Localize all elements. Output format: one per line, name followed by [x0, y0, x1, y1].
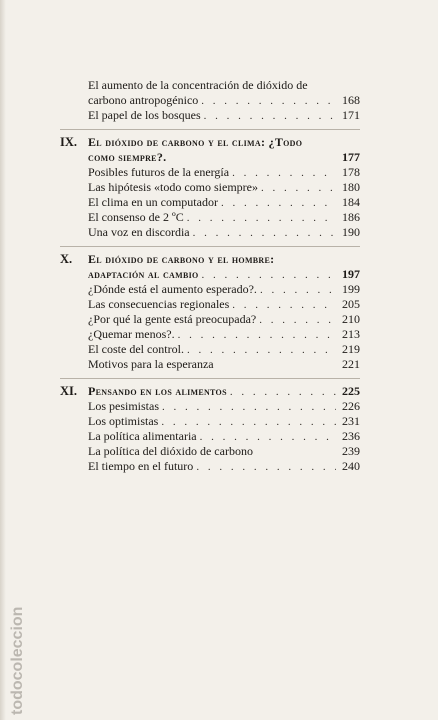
toc-entry-text: Las consecuencias regionales	[88, 297, 230, 311]
toc-entry-page: 184	[342, 195, 360, 209]
toc-entry-text: Motivos para la esperanza	[88, 357, 214, 371]
leader-dots	[261, 181, 336, 196]
chapter-heading-x[interactable]	[60, 252, 360, 267]
chapter-number: X.	[60, 252, 73, 266]
toc-entry[interactable]	[60, 210, 360, 225]
toc-entry-text: ¿Quemar menos?.	[88, 327, 175, 341]
toc-entry-text: El consenso de 2 ºC	[88, 210, 184, 224]
toc-entry-text: ¿Por qué la gente está preocupada?	[88, 312, 257, 326]
toc-entry[interactable]	[60, 429, 360, 444]
chapter-title-line: El dióxido de carbono y el clima: ¿Todo	[88, 135, 303, 149]
chapter-heading-ix[interactable]	[60, 135, 360, 150]
toc-entry-page: 231	[342, 414, 360, 428]
toc-entry-page: 171	[342, 108, 360, 122]
toc-entry[interactable]	[60, 297, 360, 312]
leader-dots	[260, 283, 336, 298]
leader-dots	[221, 196, 336, 211]
chapter-number: IX.	[60, 135, 78, 149]
leader-dots	[196, 460, 336, 475]
toc-entry-page: 239	[342, 444, 360, 458]
toc-entry[interactable]	[60, 444, 360, 459]
leader-dots	[232, 298, 336, 313]
toc-entry-page: 199	[342, 282, 360, 296]
chapter-title-line: El dióxido de carbono y el hombre:	[88, 252, 275, 266]
toc-entry[interactable]	[60, 282, 360, 297]
chapter-page: 197	[342, 267, 360, 281]
toc-entry-page: 221	[342, 357, 360, 371]
toc-entry-text: Una voz en discordia	[88, 225, 190, 239]
chapter-title-line: adaptación al cambio	[88, 267, 199, 281]
toc-entry[interactable]	[60, 327, 360, 342]
leader-dots	[193, 226, 336, 241]
toc-entry-text: El clima en un computador	[88, 195, 218, 209]
toc-entry[interactable]	[60, 225, 360, 240]
leader-dots	[161, 415, 336, 430]
toc-entry-page: 240	[342, 459, 360, 473]
toc-entry[interactable]	[60, 165, 360, 180]
toc-entry-page: 186	[342, 210, 360, 224]
toc-entry-text: Los pesimistas	[88, 399, 159, 413]
toc-entry-text: El papel de los bosques	[88, 108, 201, 122]
leader-dots	[187, 343, 336, 358]
toc-entry-page: 180	[342, 180, 360, 194]
leader-dots	[187, 211, 336, 226]
toc-entry-page: 168	[342, 93, 360, 107]
toc-entry[interactable]	[60, 399, 360, 414]
toc-entry-text: carbono antropogénico	[88, 93, 199, 107]
section-divider	[60, 246, 360, 247]
leader-dots	[200, 430, 336, 445]
toc-entry-text: La política alimentaria	[88, 429, 197, 443]
leader-dots	[204, 109, 336, 124]
leader-dots	[201, 94, 336, 109]
toc-entry-page: 213	[342, 327, 360, 341]
toc-entry[interactable]	[60, 93, 360, 108]
watermark-text: todocoleccion	[9, 606, 26, 715]
toc-entry-text: Los optimistas	[88, 414, 159, 428]
chapter-page: 225	[342, 384, 360, 398]
todocoleccion-watermark	[7, 545, 27, 715]
leader-dots	[202, 268, 336, 283]
chapter-heading-ix-cont[interactable]	[60, 150, 360, 165]
leader-dots	[230, 385, 336, 400]
toc-entry[interactable]	[60, 414, 360, 429]
toc-entry-text: Las hipótesis «todo como siempre»	[88, 180, 258, 194]
toc-entry-text: ¿Dónde está el aumento esperado?.	[88, 282, 257, 296]
toc-entry[interactable]	[60, 180, 360, 195]
toc-entry-page: 219	[342, 342, 360, 356]
section-divider	[60, 129, 360, 130]
toc-entry-page: 236	[342, 429, 360, 443]
toc-entry[interactable]	[60, 195, 360, 210]
page-binding-edge	[0, 0, 6, 720]
toc-entry-page: 210	[342, 312, 360, 326]
toc-entry[interactable]	[60, 459, 360, 474]
chapter-number: XI.	[60, 384, 78, 398]
leader-dots	[178, 328, 336, 343]
toc-entry-text: El tiempo en el futuro	[88, 459, 194, 473]
chapter-title-line: como siempre?.	[88, 150, 167, 164]
leader-dots	[232, 166, 336, 181]
leader-dots	[162, 400, 336, 415]
toc-entry-page: 226	[342, 399, 360, 413]
chapter-title-line: Pensando en los alimentos	[88, 384, 227, 398]
toc-entry-text: El aumento de la concentración de dióxido de	[88, 78, 308, 92]
toc-entry[interactable]	[60, 312, 360, 327]
chapter-heading-xi[interactable]	[60, 384, 360, 399]
toc-entry-page: 178	[342, 165, 360, 179]
chapter-heading-x-cont[interactable]	[60, 267, 360, 282]
section-divider	[60, 378, 360, 379]
toc-entry[interactable]	[60, 108, 360, 123]
table-of-contents	[60, 78, 360, 474]
chapter-page: 177	[342, 150, 360, 164]
toc-entry[interactable]	[60, 342, 360, 357]
toc-entry-text: El coste del control.	[88, 342, 184, 356]
toc-entry-page: 190	[342, 225, 360, 239]
toc-entry[interactable]	[60, 357, 360, 372]
leader-dots	[259, 313, 336, 328]
toc-entry-page: 205	[342, 297, 360, 311]
toc-entry-text: La política del dióxido de carbono	[88, 444, 253, 458]
toc-entry-text: Posibles futuros de la energía	[88, 165, 230, 179]
